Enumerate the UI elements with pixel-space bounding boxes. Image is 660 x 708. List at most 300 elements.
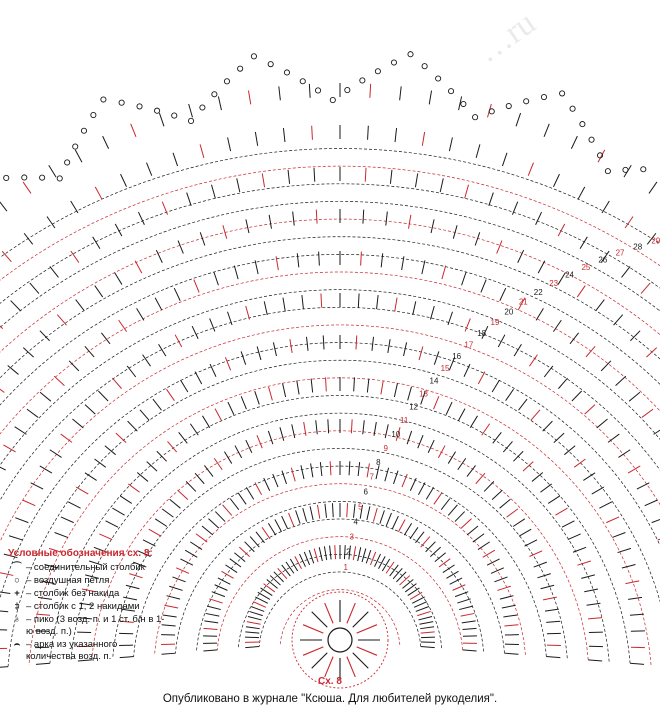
stitch-mark: [398, 519, 405, 531]
stitch-mark: [354, 377, 355, 391]
stitch-mark: [0, 384, 4, 392]
stitch-mark: [168, 441, 177, 452]
stitch-mark: [376, 465, 379, 479]
stitch-mark: [608, 434, 619, 442]
stitch-mark: [234, 553, 245, 562]
stitch-mark: [316, 210, 317, 224]
stitch-mark: [23, 348, 33, 357]
row-number: 29: [651, 236, 660, 246]
stitch-mark: [431, 219, 434, 233]
chain-stitch: [375, 69, 380, 74]
publication-caption: Опубликовано в журнале "Ксюша. Для любителей рукоделия".: [162, 693, 498, 705]
chain-stitch: [268, 62, 273, 67]
stitch-mark: [415, 173, 417, 187]
stitch-mark: [208, 519, 218, 528]
stitch-mark: [402, 474, 407, 487]
stitch-mark: [255, 260, 258, 274]
legend-item-slip-stitch: ⌒ – соединительный столбик: [8, 562, 168, 574]
stitch-mark: [404, 523, 411, 535]
stitch-mark: [153, 399, 162, 410]
chain-stitch: [345, 87, 350, 92]
stitch-mark: [251, 607, 264, 612]
stitch-mark: [174, 288, 180, 301]
stitch-mark: [361, 252, 362, 266]
stitch-mark: [370, 84, 371, 98]
stitch-mark: [377, 295, 379, 309]
stitch-mark: [257, 435, 262, 448]
stitch-mark: [105, 446, 116, 455]
stitch-mark: [241, 351, 246, 364]
stitch-mark: [282, 516, 288, 529]
stitch-mark: [478, 372, 485, 384]
stitch-mark: [544, 124, 549, 137]
stitch-mark: [273, 342, 276, 356]
row-number: 21: [518, 297, 528, 307]
chain-stitch: [119, 100, 124, 105]
stitch-mark: [506, 389, 514, 401]
stitch-mark: [349, 461, 350, 475]
stitch-mark: [204, 465, 213, 476]
stitch-mark: [3, 445, 15, 452]
stitch-mark: [93, 237, 100, 249]
stitch-mark: [155, 519, 167, 527]
stitch-mark: [531, 410, 540, 421]
stitch-mark: [137, 308, 144, 320]
stitch-mark: [246, 219, 249, 233]
stitch-mark: [283, 128, 285, 142]
stitch-mark: [394, 383, 397, 397]
stitch-mark: [500, 288, 506, 301]
chain-stitch: [560, 91, 565, 96]
stitch-mark: [0, 464, 6, 470]
stitch-mark: [207, 606, 221, 609]
stitch-mark: [385, 424, 388, 438]
center-stitch: [303, 647, 323, 655]
stitch-mark: [415, 532, 424, 543]
chain-stitch: [473, 115, 478, 120]
center-ring: [328, 628, 352, 652]
chain-stitch: [461, 101, 466, 106]
stitch-mark: [413, 301, 416, 315]
chain-stitch: [81, 128, 86, 133]
stitch-mark: [332, 503, 333, 517]
stitch-mark: [257, 346, 261, 359]
row-number: 2: [346, 547, 351, 557]
stitch-mark: [291, 468, 295, 481]
stitch-mark: [430, 306, 434, 319]
row-number: 16: [452, 352, 462, 362]
stitch-mark: [546, 621, 560, 622]
stitch-mark: [574, 459, 585, 467]
stitch-mark: [99, 534, 112, 540]
stitch-mark: [223, 505, 232, 516]
stitch-mark: [296, 510, 301, 523]
stitch-mark: [419, 622, 433, 625]
stitch-mark: [407, 431, 412, 444]
center-stitch: [312, 612, 328, 628]
stitch-mark: [206, 613, 220, 616]
stitch-mark: [646, 348, 656, 357]
stitch-mark: [380, 510, 385, 523]
chain-stitch: [154, 108, 159, 113]
stitch-mark: [282, 471, 287, 484]
stitch-mark: [581, 575, 595, 578]
stitch-mark: [283, 383, 286, 397]
stitch-mark: [187, 193, 192, 206]
stitch-mark: [562, 521, 574, 527]
stitch-mark: [304, 552, 309, 565]
stitch-mark: [212, 592, 225, 597]
stitch-mark: [568, 534, 581, 540]
stitch-mark: [555, 508, 567, 515]
stitch-mark: [57, 315, 66, 326]
stitch-mark: [395, 128, 397, 142]
stitch-mark: [262, 173, 264, 187]
stitch-mark: [393, 471, 398, 484]
single-crochet-icon: +: [14, 588, 20, 599]
stitch-mark: [503, 441, 512, 452]
chain-stitch: [224, 79, 229, 84]
stitch-mark: [641, 283, 650, 294]
stitch-mark: [351, 419, 352, 433]
stitch-mark: [115, 273, 122, 285]
stitch-mark: [365, 168, 366, 182]
stitch-mark: [492, 380, 499, 392]
stitch-mark: [106, 521, 118, 527]
stitch-mark: [514, 344, 521, 356]
stitch-mark: [504, 653, 518, 654]
stitch-mark: [642, 409, 653, 417]
stitch-mark: [190, 424, 198, 436]
stitch-mark: [69, 361, 79, 371]
stitch-mark: [15, 518, 28, 523]
stitch-mark: [330, 546, 332, 560]
stitch-mark: [8, 366, 19, 375]
stitch-mark: [534, 562, 547, 567]
stitch-mark: [268, 523, 275, 535]
stitch-mark: [426, 487, 433, 499]
stitch-mark: [293, 212, 295, 226]
stitch-mark: [483, 550, 495, 557]
stitch-mark: [367, 379, 369, 393]
stitch-mark: [630, 614, 644, 615]
stitch-mark: [421, 632, 435, 633]
stitch-mark: [156, 250, 162, 263]
stitch-mark: [190, 542, 202, 550]
stitch-mark: [185, 550, 197, 557]
stitch-mark: [246, 627, 260, 629]
stitch-mark: [503, 615, 517, 617]
stitch-mark: [0, 200, 7, 211]
stitch-mark: [465, 185, 469, 198]
stitch-mark: [484, 481, 494, 491]
stitch-mark: [577, 561, 590, 565]
stitch-mark: [76, 487, 88, 494]
stitch-mark: [314, 549, 318, 562]
stitch-mark: [310, 506, 313, 520]
stitch-mark: [280, 427, 284, 440]
stitch-mark: [173, 153, 178, 166]
stitch-mark: [442, 266, 446, 279]
stitch-mark: [255, 132, 257, 146]
stitch-mark: [467, 465, 476, 476]
stitch-mark: [502, 605, 516, 608]
stitch-mark: [71, 201, 78, 213]
stitch-mark: [459, 606, 473, 609]
stitch-mark: [324, 546, 326, 560]
legend: [8, 548, 168, 664]
row-number: 24: [565, 270, 575, 280]
stitch-mark: [179, 432, 188, 443]
stitch-mark: [128, 421, 138, 431]
row-number: 5: [358, 502, 363, 512]
stitch-mark: [536, 212, 542, 225]
stitch-mark: [513, 519, 525, 527]
stitch-mark: [596, 300, 605, 311]
chain-stitch: [436, 76, 441, 81]
stitch-mark: [645, 500, 658, 506]
stitch-mark: [461, 519, 471, 528]
stitch-mark: [85, 473, 97, 481]
stitch-mark: [303, 508, 307, 521]
stitch-mark: [95, 187, 102, 199]
stitch-mark: [426, 542, 436, 552]
stitch-mark: [319, 252, 320, 266]
stitch-mark: [353, 546, 355, 560]
stitch-mark: [448, 452, 455, 464]
stitch-mark: [181, 380, 188, 392]
stitch-mark: [408, 387, 412, 400]
stitch-mark: [599, 502, 611, 508]
stitch-mark: [288, 170, 290, 184]
stitch-mark: [301, 465, 304, 479]
stitch-mark: [138, 212, 144, 225]
stitch-mark: [245, 542, 255, 552]
legend-title: Условные обозначения сх. 8:: [8, 548, 153, 559]
stitch-mark: [504, 625, 518, 626]
stitch-mark: [585, 405, 595, 414]
stitch-mark: [30, 283, 39, 294]
row-number: 20: [504, 307, 514, 317]
row-number: 22: [533, 288, 543, 298]
stitch-mark: [9, 536, 22, 540]
stitch-mark: [356, 335, 357, 349]
legend-item-chain-arch: ⌢ – арка из указанного количества возд. п.: [8, 639, 168, 663]
stitch-mark: [455, 512, 465, 522]
stitch-mark: [435, 553, 446, 562]
legend-item-single-crochet: + – столбик без накида: [8, 588, 168, 600]
stitch-mark: [481, 280, 486, 293]
stitch-mark: [462, 621, 476, 623]
stitch-mark: [200, 144, 204, 157]
stitch-mark: [225, 357, 230, 370]
chain-stitch: [101, 97, 106, 102]
stitch-mark: [649, 182, 657, 194]
chain-stitch: [284, 70, 289, 75]
stitch-mark: [476, 144, 480, 157]
stitch-mark: [434, 396, 439, 409]
stitch-mark: [572, 391, 582, 401]
stitch-mark: [347, 503, 348, 517]
stitch-mark: [419, 346, 423, 359]
stitch-mark: [370, 552, 375, 565]
stitch-mark: [409, 215, 411, 229]
stitch-mark: [395, 298, 397, 312]
stitch-mark: [116, 433, 126, 442]
stitch-mark: [588, 660, 602, 661]
stitch-mark: [571, 136, 577, 149]
stitch-mark: [558, 378, 567, 389]
stitch-mark: [358, 547, 361, 561]
stitch-mark: [255, 597, 267, 603]
chain-stitch: [65, 160, 70, 165]
stitch-mark: [492, 490, 502, 499]
stitch-mark: [195, 372, 202, 384]
chain-stitch: [623, 167, 628, 172]
row-number: 19: [490, 318, 500, 328]
stitch-mark: [140, 410, 149, 421]
stitch-mark: [312, 126, 313, 140]
stitch-mark: [24, 233, 33, 244]
chain-stitch: [506, 103, 511, 108]
stitch-mark: [434, 351, 439, 364]
stitch-mark: [588, 618, 602, 619]
stitch-mark: [414, 602, 427, 608]
stitch-mark: [491, 568, 504, 574]
stitch-mark: [463, 650, 477, 651]
stitch-mark: [292, 424, 295, 438]
stitch-mark: [417, 611, 430, 615]
stitch-mark: [502, 153, 507, 166]
chain-stitch: [57, 176, 62, 181]
stitch-mark: [580, 237, 587, 249]
stitch-mark: [362, 549, 366, 562]
stitch-mark: [253, 602, 266, 608]
stitch-mark: [137, 473, 148, 482]
stitch-mark: [269, 387, 273, 400]
center-stitch: [353, 612, 369, 628]
stitch-mark: [368, 126, 369, 140]
chain-stitch: [4, 175, 9, 180]
row-number: 12: [409, 402, 419, 412]
stitch-mark: [289, 513, 294, 526]
center-stitch: [303, 625, 323, 633]
stitch-mark: [0, 667, 8, 668]
stitch-mark: [75, 150, 82, 162]
stitch-mark: [221, 571, 233, 578]
stitch-mark: [224, 452, 231, 464]
row-number: 26: [598, 255, 608, 265]
row-number: 15: [440, 364, 450, 374]
stitch-mark: [606, 517, 619, 523]
stitch-mark: [22, 500, 35, 506]
stitch-mark: [532, 473, 543, 482]
stitch-mark: [189, 104, 193, 117]
chain-stitch: [188, 118, 193, 123]
stitch-mark: [578, 187, 585, 199]
chain-stitch: [448, 89, 453, 94]
stitch-mark: [72, 419, 83, 428]
stitch-mark: [146, 163, 151, 176]
stitch-mark: [85, 346, 94, 357]
center-stitch: [357, 625, 377, 633]
stitch-mark: [325, 504, 327, 518]
center-stitch: [325, 603, 333, 623]
stitch-mark: [404, 342, 407, 356]
stitch-mark: [23, 182, 31, 194]
stitch-mark: [323, 335, 324, 349]
legend-item-picot: ♁ – пико (3 возд. п. и 1 ст. б/н в 1-ю возд. п.): [8, 614, 168, 638]
row-number: 18: [477, 329, 487, 339]
stitch-mark: [55, 532, 68, 537]
stitch-mark: [622, 564, 636, 567]
stitch-mark: [374, 422, 376, 436]
stitch-mark: [76, 300, 85, 311]
stitch-mark: [548, 496, 560, 504]
stitch-mark: [540, 484, 551, 492]
stitch-mark: [15, 427, 27, 435]
stitch-mark: [344, 545, 345, 559]
stitch-mark: [169, 586, 182, 590]
stitch-mark: [538, 261, 545, 273]
row-number: 3: [349, 532, 354, 542]
stitch-mark: [577, 286, 585, 298]
stitch-mark: [564, 446, 575, 455]
double-crochet-icon: ‡: [14, 601, 20, 612]
stitch-mark: [49, 165, 56, 177]
stitch-mark: [545, 609, 559, 611]
chain-stitch: [541, 94, 546, 99]
stitch-mark: [434, 493, 442, 505]
chain-stitch: [200, 105, 205, 110]
stitch-mark: [309, 84, 310, 98]
stitch-mark: [241, 396, 246, 409]
stitch-mark: [612, 532, 625, 537]
stitch-mark: [443, 565, 455, 573]
stitch-mark: [386, 212, 388, 226]
stitch-mark: [554, 433, 564, 442]
stitch-mark: [215, 585, 228, 591]
stitch-mark: [256, 532, 265, 543]
stitch-mark: [238, 493, 246, 505]
row-number: 14: [429, 376, 439, 386]
stitch-mark: [586, 346, 595, 357]
stitch-mark: [196, 534, 207, 542]
chain-stitch: [408, 52, 413, 57]
watermark: …ru: [470, 4, 543, 71]
stitch-mark: [392, 516, 398, 529]
stitch-mark: [328, 419, 329, 433]
stitch-mark: [616, 376, 626, 385]
stitch-mark: [410, 527, 418, 539]
stitch-mark: [358, 294, 359, 308]
stitch-mark: [553, 174, 559, 187]
stitch-mark: [246, 306, 250, 319]
stitch-mark: [255, 483, 262, 495]
stitch-mark: [262, 527, 270, 539]
chart-center-motif: [292, 592, 388, 688]
stitch-mark: [507, 509, 518, 517]
stitch-mark: [363, 210, 364, 224]
stitch-mark: [390, 170, 392, 184]
stitch-mark: [428, 440, 434, 453]
chart-outer-arches: [4, 52, 646, 181]
stitch-mark: [192, 326, 198, 339]
row-number: 17: [464, 340, 474, 350]
stitch-mark: [176, 568, 189, 574]
chain-stitch: [300, 79, 305, 84]
stitch-mark: [536, 308, 543, 320]
